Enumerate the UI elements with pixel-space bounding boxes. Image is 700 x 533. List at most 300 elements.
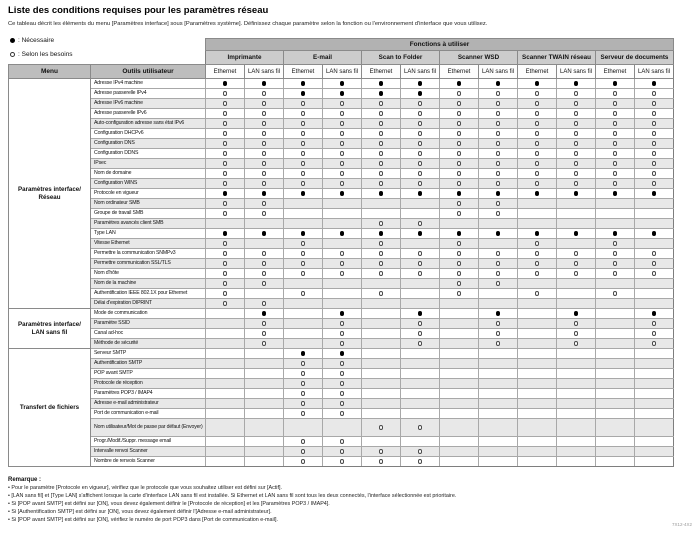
filled-circle-icon (262, 191, 267, 196)
matrix-cell (596, 269, 635, 279)
open-circle-icon (340, 411, 345, 416)
menu-group-label: Paramètres interface/ LAN sans fil (9, 309, 91, 349)
table-row (9, 259, 674, 269)
matrix-cell (557, 219, 596, 229)
matrix-cell (245, 239, 284, 249)
open-circle-icon (340, 271, 345, 276)
open-circle-icon (652, 131, 657, 136)
filled-circle-icon (340, 91, 345, 96)
functions-header: Fonctions à utiliser (206, 39, 674, 51)
open-circle-icon (262, 271, 267, 276)
matrix-cell (362, 219, 401, 229)
param-row-label: Adresse e-mail administrateur (91, 399, 206, 409)
matrix-cell (635, 209, 674, 219)
matrix-cell (635, 319, 674, 329)
requirements-table (8, 38, 674, 467)
open-circle-icon (223, 151, 228, 156)
open-circle-icon (301, 381, 306, 386)
matrix-cell (401, 89, 440, 99)
matrix-cell (635, 349, 674, 359)
open-circle-icon (379, 241, 384, 246)
matrix-cell (245, 299, 284, 309)
table-row (9, 399, 674, 409)
open-circle-icon (262, 301, 267, 306)
matrix-cell (362, 109, 401, 119)
matrix-cell (401, 299, 440, 309)
table-row (9, 319, 674, 329)
matrix-cell (635, 359, 674, 369)
matrix-cell (635, 239, 674, 249)
open-circle-icon (262, 131, 267, 136)
param-row-label: Type LAN (91, 229, 206, 239)
matrix-cell (596, 199, 635, 209)
open-circle-icon (457, 261, 462, 266)
filled-circle-icon (418, 91, 423, 96)
open-circle-icon (340, 141, 345, 146)
matrix-cell (323, 359, 362, 369)
filled-circle-icon (613, 191, 618, 196)
open-circle-icon (418, 131, 423, 136)
matrix-cell (440, 229, 479, 239)
matrix-cell (440, 79, 479, 89)
matrix-cell (557, 189, 596, 199)
open-circle-icon (418, 181, 423, 186)
open-circle-icon (496, 211, 501, 216)
open-circle-icon (340, 439, 345, 444)
open-circle-icon (418, 341, 423, 346)
matrix-cell (557, 399, 596, 409)
matrix-cell (401, 249, 440, 259)
matrix-cell (479, 359, 518, 369)
matrix-cell (557, 289, 596, 299)
matrix-cell (440, 379, 479, 389)
matrix-cell (362, 249, 401, 259)
matrix-cell (284, 279, 323, 289)
matrix-cell (635, 369, 674, 379)
matrix-cell (284, 319, 323, 329)
table-row (9, 189, 674, 199)
open-circle-icon (457, 91, 462, 96)
matrix-cell (596, 99, 635, 109)
matrix-cell (635, 129, 674, 139)
param-row-label: IPsec (91, 159, 206, 169)
table-row (9, 89, 674, 99)
matrix-cell (479, 399, 518, 409)
matrix-cell (284, 379, 323, 389)
matrix-cell (323, 457, 362, 467)
table-row (9, 437, 674, 447)
matrix-cell (518, 289, 557, 299)
open-circle-icon (613, 101, 618, 106)
matrix-cell (479, 249, 518, 259)
table-row (9, 79, 674, 89)
filled-circle-icon (223, 191, 228, 196)
matrix-cell (206, 219, 245, 229)
table-row (9, 389, 674, 399)
matrix-cell (440, 329, 479, 339)
filled-circle-icon (496, 191, 501, 196)
matrix-cell (557, 199, 596, 209)
matrix-cell (362, 289, 401, 299)
open-circle-icon (457, 101, 462, 106)
matrix-cell (323, 139, 362, 149)
matrix-cell (323, 209, 362, 219)
open-circle-icon (535, 171, 540, 176)
matrix-cell (518, 239, 557, 249)
open-circle-icon (340, 151, 345, 156)
open-circle-icon (418, 331, 423, 336)
matrix-cell (206, 119, 245, 129)
open-circle-icon (574, 341, 579, 346)
matrix-cell (323, 189, 362, 199)
matrix-cell (323, 329, 362, 339)
open-circle-icon (340, 341, 345, 346)
matrix-cell (440, 259, 479, 269)
matrix-cell (479, 369, 518, 379)
open-circle-icon (652, 171, 657, 176)
filled-circle-icon (301, 81, 306, 86)
matrix-cell (401, 369, 440, 379)
open-circle-icon (379, 221, 384, 226)
matrix-cell (284, 189, 323, 199)
open-circle-icon (652, 271, 657, 276)
open-circle-icon (223, 91, 228, 96)
matrix-cell (245, 379, 284, 389)
open-circle-icon (223, 181, 228, 186)
table-row (9, 447, 674, 457)
matrix-cell (284, 339, 323, 349)
matrix-cell (323, 199, 362, 209)
matrix-cell (635, 279, 674, 289)
matrix-cell (245, 119, 284, 129)
matrix-cell (206, 447, 245, 457)
function-group-header: Scanner WSD (440, 51, 518, 65)
matrix-cell (518, 419, 557, 437)
param-row-label: Nom de la machine (91, 279, 206, 289)
filled-circle-icon (496, 311, 501, 316)
matrix-cell (557, 379, 596, 389)
matrix-cell (557, 129, 596, 139)
param-row-label: Authentification SMTP (91, 359, 206, 369)
matrix-cell (557, 259, 596, 269)
open-circle-icon (457, 251, 462, 256)
matrix-cell (401, 259, 440, 269)
matrix-cell (401, 437, 440, 447)
matrix-cell (284, 329, 323, 339)
matrix-cell (362, 209, 401, 219)
matrix-cell (596, 109, 635, 119)
matrix-cell (635, 339, 674, 349)
matrix-cell (323, 219, 362, 229)
matrix-cell (557, 239, 596, 249)
matrix-cell (518, 437, 557, 447)
open-circle-icon (457, 241, 462, 246)
matrix-cell (557, 179, 596, 189)
matrix-cell (401, 219, 440, 229)
matrix-cell (635, 139, 674, 149)
open-circle-icon (418, 111, 423, 116)
matrix-cell (557, 99, 596, 109)
legend-necessary-label: : Nécessaire (18, 36, 55, 44)
open-circle-icon (613, 91, 618, 96)
matrix-cell (284, 139, 323, 149)
param-row-label: POP avant SMTP (91, 369, 206, 379)
matrix-cell (206, 457, 245, 467)
open-circle-icon (262, 101, 267, 106)
matrix-cell (362, 79, 401, 89)
open-circle-icon (262, 181, 267, 186)
matrix-cell (206, 399, 245, 409)
matrix-cell (401, 289, 440, 299)
open-circle-icon (652, 321, 657, 326)
open-circle-icon (574, 271, 579, 276)
matrix-cell (245, 359, 284, 369)
matrix-cell (635, 229, 674, 239)
matrix-cell (557, 149, 596, 159)
table-row (9, 209, 674, 219)
matrix-cell (401, 309, 440, 319)
matrix-cell (401, 109, 440, 119)
open-circle-icon (613, 251, 618, 256)
open-circle-icon (535, 181, 540, 186)
matrix-cell (479, 299, 518, 309)
open-circle-icon (223, 271, 228, 276)
matrix-cell (362, 359, 401, 369)
table-row (9, 229, 674, 239)
filled-circle-icon (457, 231, 462, 236)
open-circle-icon (496, 151, 501, 156)
table-row (9, 289, 674, 299)
filled-circle-icon (418, 231, 423, 236)
open-circle-icon (301, 181, 306, 186)
matrix-cell (206, 299, 245, 309)
matrix-cell (635, 399, 674, 409)
matrix-cell (635, 269, 674, 279)
matrix-cell (635, 379, 674, 389)
open-circle-icon (652, 341, 657, 346)
open-circle-icon (535, 151, 540, 156)
matrix-cell (557, 309, 596, 319)
open-circle-icon (340, 459, 345, 464)
matrix-cell (635, 219, 674, 229)
matrix-cell (557, 319, 596, 329)
open-circle-icon (340, 391, 345, 396)
filled-circle-icon (613, 231, 618, 236)
matrix-cell (323, 129, 362, 139)
open-circle-icon (652, 331, 657, 336)
matrix-cell (206, 239, 245, 249)
matrix-cell (206, 209, 245, 219)
matrix-cell (518, 209, 557, 219)
table-row (9, 379, 674, 389)
interface-type-header: LAN sans fil (323, 65, 362, 79)
filled-circle-icon (223, 81, 228, 86)
open-circle-icon (301, 101, 306, 106)
open-circle-icon (301, 241, 306, 246)
filled-circle-icon (535, 231, 540, 236)
matrix-cell (362, 239, 401, 249)
matrix-cell (206, 269, 245, 279)
matrix-cell (401, 239, 440, 249)
open-circle-icon (574, 121, 579, 126)
open-circle-icon (340, 131, 345, 136)
matrix-cell (401, 279, 440, 289)
open-circle-icon (379, 459, 384, 464)
matrix-cell (323, 399, 362, 409)
open-circle-icon (262, 171, 267, 176)
table-row (9, 249, 674, 259)
matrix-cell (401, 359, 440, 369)
matrix-cell (245, 229, 284, 239)
page-reference-code: 7X12-4X2 (672, 522, 693, 527)
matrix-cell (479, 389, 518, 399)
matrix-cell (596, 169, 635, 179)
open-circle-icon (457, 211, 462, 216)
open-circle-icon (340, 101, 345, 106)
open-circle-icon (613, 141, 618, 146)
menu-group-label: Transfert de fichiers (9, 349, 91, 467)
matrix-cell (362, 369, 401, 379)
open-circle-icon (496, 131, 501, 136)
interface-type-header: Ethernet (518, 65, 557, 79)
open-circle-icon (340, 161, 345, 166)
filled-circle-icon (340, 81, 345, 86)
open-circle-icon (574, 101, 579, 106)
matrix-cell (557, 209, 596, 219)
legend-as-needed-label: : Selon les besoins (18, 50, 73, 58)
open-circle-icon (301, 271, 306, 276)
open-circle-icon (262, 211, 267, 216)
matrix-cell (323, 437, 362, 447)
matrix-cell (245, 447, 284, 457)
param-row-label: Serveur SMTP (91, 349, 206, 359)
matrix-cell (401, 79, 440, 89)
matrix-cell (557, 389, 596, 399)
open-circle-icon (379, 271, 384, 276)
matrix-cell (518, 249, 557, 259)
open-circle-icon (418, 321, 423, 326)
matrix-cell (206, 229, 245, 239)
matrix-cell (206, 159, 245, 169)
matrix-cell (362, 379, 401, 389)
open-circle-icon (223, 121, 228, 126)
matrix-cell (401, 129, 440, 139)
matrix-cell (323, 369, 362, 379)
matrix-cell (596, 279, 635, 289)
open-circle-icon (379, 131, 384, 136)
table-row (9, 199, 674, 209)
matrix-cell (323, 309, 362, 319)
param-row-label: Authentification IEEE 802.1X pour Ethernet (91, 289, 206, 299)
matrix-cell (440, 279, 479, 289)
matrix-cell (596, 129, 635, 139)
matrix-cell (596, 309, 635, 319)
matrix-cell (635, 169, 674, 179)
matrix-cell (284, 299, 323, 309)
matrix-cell (362, 139, 401, 149)
matrix-cell (479, 309, 518, 319)
matrix-cell (323, 79, 362, 89)
table-row (9, 309, 674, 319)
open-circle-icon (652, 141, 657, 146)
filled-circle-icon (340, 311, 345, 316)
matrix-cell (557, 139, 596, 149)
filled-circle-icon (652, 191, 657, 196)
matrix-cell (245, 249, 284, 259)
matrix-cell (206, 359, 245, 369)
matrix-cell (362, 409, 401, 419)
open-circle-icon (535, 241, 540, 246)
matrix-cell (635, 99, 674, 109)
matrix-cell (323, 299, 362, 309)
matrix-cell (245, 269, 284, 279)
matrix-cell (479, 419, 518, 437)
matrix-cell (557, 89, 596, 99)
matrix-cell (323, 259, 362, 269)
matrix-cell (440, 199, 479, 209)
matrix-cell (596, 319, 635, 329)
interface-type-header: LAN sans fil (635, 65, 674, 79)
matrix-cell (479, 437, 518, 447)
param-row-label: Nom utilisateur/Mot de passe par défaut (Envoyer) (91, 419, 206, 437)
matrix-cell (401, 379, 440, 389)
matrix-cell (284, 259, 323, 269)
filled-circle-icon (574, 231, 579, 236)
open-circle-icon (340, 121, 345, 126)
matrix-cell (440, 189, 479, 199)
table-row (9, 349, 674, 359)
matrix-cell (518, 409, 557, 419)
matrix-cell (557, 457, 596, 467)
matrix-cell (557, 359, 596, 369)
matrix-cell (206, 139, 245, 149)
open-circle-icon (652, 101, 657, 106)
filled-circle-icon (496, 81, 501, 86)
open-circle-icon (301, 459, 306, 464)
matrix-cell (401, 149, 440, 159)
matrix-cell (479, 129, 518, 139)
matrix-cell (635, 89, 674, 99)
matrix-cell (206, 79, 245, 89)
filled-circle-icon (262, 311, 267, 316)
matrix-cell (362, 169, 401, 179)
matrix-cell (323, 179, 362, 189)
open-circle-icon (379, 425, 384, 430)
matrix-cell (557, 79, 596, 89)
open-circle-icon (457, 171, 462, 176)
matrix-cell (596, 349, 635, 359)
matrix-cell (401, 329, 440, 339)
open-circle-icon (613, 261, 618, 266)
open-circle-icon (262, 261, 267, 266)
matrix-cell (596, 89, 635, 99)
filled-circle-icon (301, 231, 306, 236)
matrix-cell (284, 359, 323, 369)
matrix-cell (557, 299, 596, 309)
open-circle-icon (535, 111, 540, 116)
matrix-cell (479, 229, 518, 239)
matrix-cell (440, 119, 479, 129)
matrix-cell (245, 169, 284, 179)
matrix-cell (401, 457, 440, 467)
matrix-cell (323, 339, 362, 349)
matrix-cell (596, 389, 635, 399)
matrix-cell (245, 199, 284, 209)
open-circle-icon (379, 449, 384, 454)
matrix-cell (596, 219, 635, 229)
table-row (9, 99, 674, 109)
matrix-cell (596, 249, 635, 259)
